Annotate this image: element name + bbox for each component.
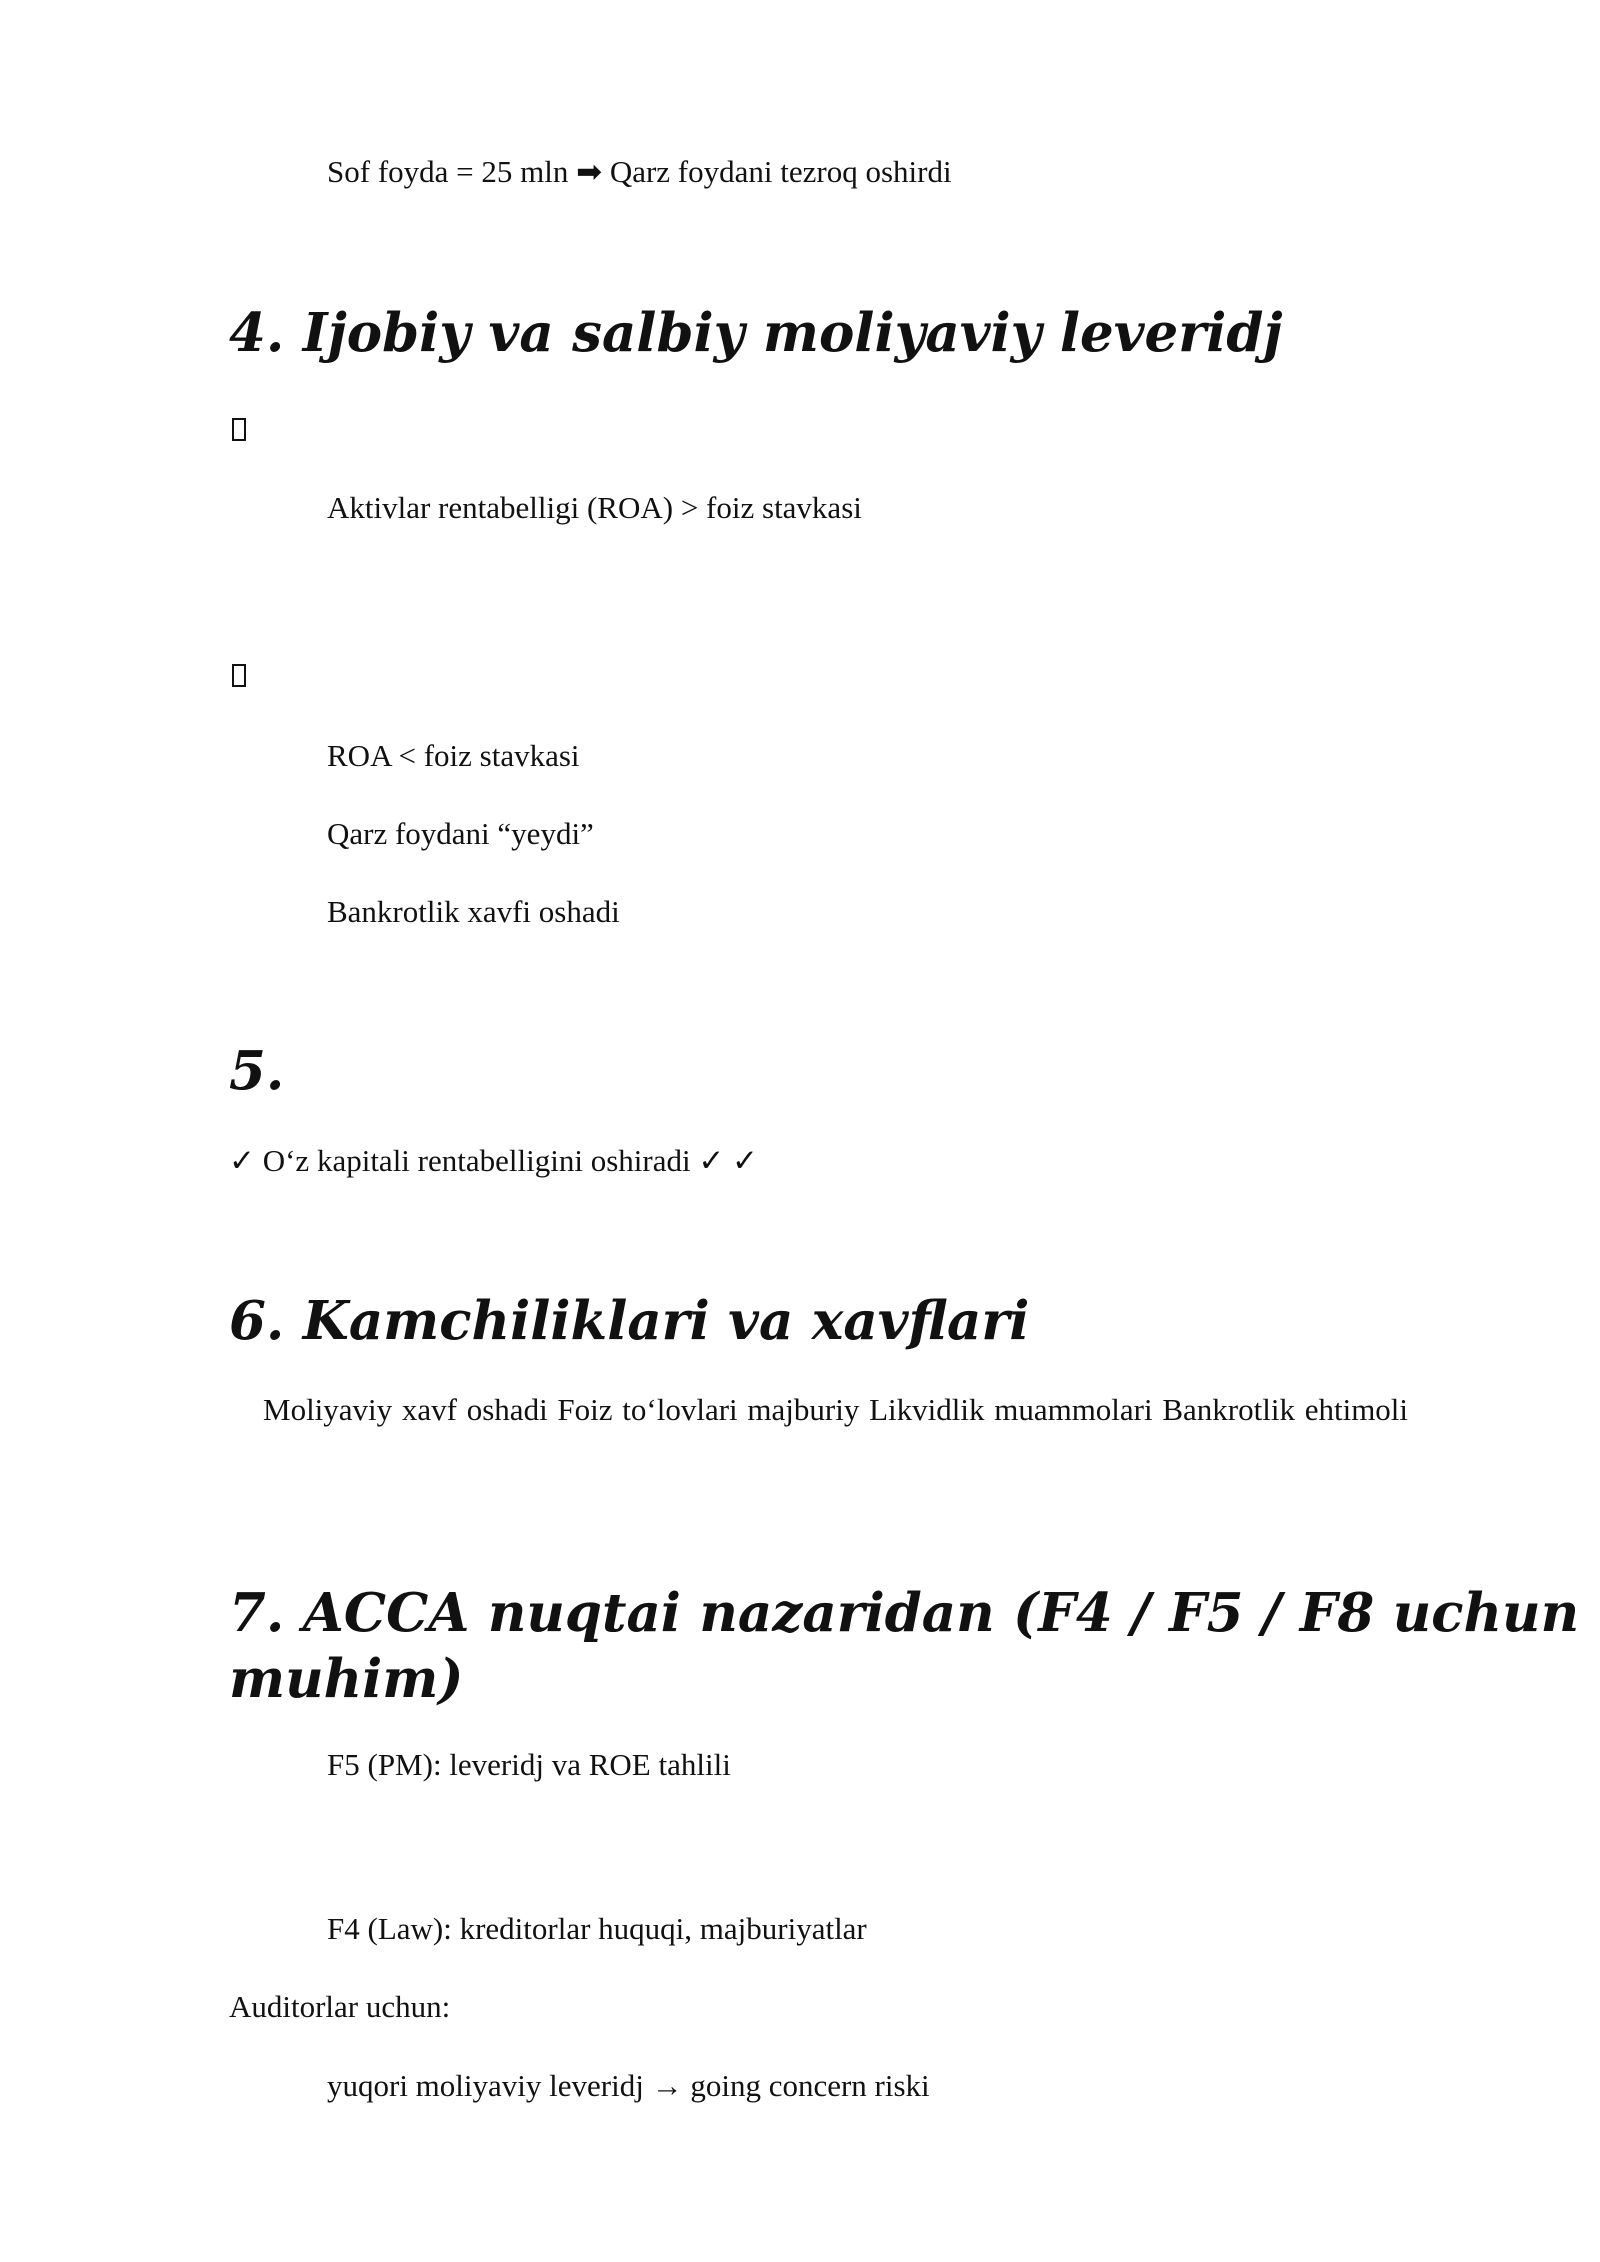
heading-7-line-2: muhim) bbox=[229, 1648, 464, 1710]
missing-glyph-icon bbox=[232, 418, 246, 441]
roa-less-line: ROA < foiz stavkasi bbox=[327, 738, 580, 773]
aktivlar-line: Aktivlar rentabelligi (ROA) > foiz stavkasi bbox=[327, 490, 862, 525]
yuqori-line: yuqori moliyaviy leveridj → going concern riski bbox=[327, 2068, 930, 2103]
auditorlar-line: Auditorlar uchun: bbox=[229, 1989, 451, 2024]
f5-line: F5 (PM): leveridj va ROE tahlili bbox=[327, 1747, 731, 1782]
heading-7-line-1: 7. ACCA nuqtai nazaridan (F4 / F5 / F8 uchun bbox=[229, 1582, 1580, 1644]
sof-foyda-line: Sof foyda = 25 mln ➡ Qarz foydani tezroq oshirdi bbox=[327, 154, 952, 189]
missing-glyph-icon bbox=[232, 664, 246, 687]
heading-6: 6. Kamchiliklari va xavflari bbox=[229, 1290, 1030, 1352]
kamchilik-list: Moliyaviy xavf oshadi Foiz to‘lovlari majburiy Likvidlik muammolari Bankrotlik ehtimoli bbox=[263, 1392, 1409, 1427]
bankrotlik-line: Bankrotlik xavfi oshadi bbox=[327, 894, 620, 929]
qarz-yeydi-line: Qarz foydani “yeydi” bbox=[327, 816, 594, 851]
f4-line: F4 (Law): kreditorlar huquqi, majburiyatlar bbox=[327, 1911, 867, 1946]
ozkapital-line: ✓ O‘z kapitali rentabelligini oshiradi ✓ ✓ bbox=[229, 1143, 759, 1178]
heading-5: 5. bbox=[229, 1040, 285, 1102]
heading-4: 4. Ijobiy va salbiy moliyaviy leveridj bbox=[229, 302, 1283, 364]
